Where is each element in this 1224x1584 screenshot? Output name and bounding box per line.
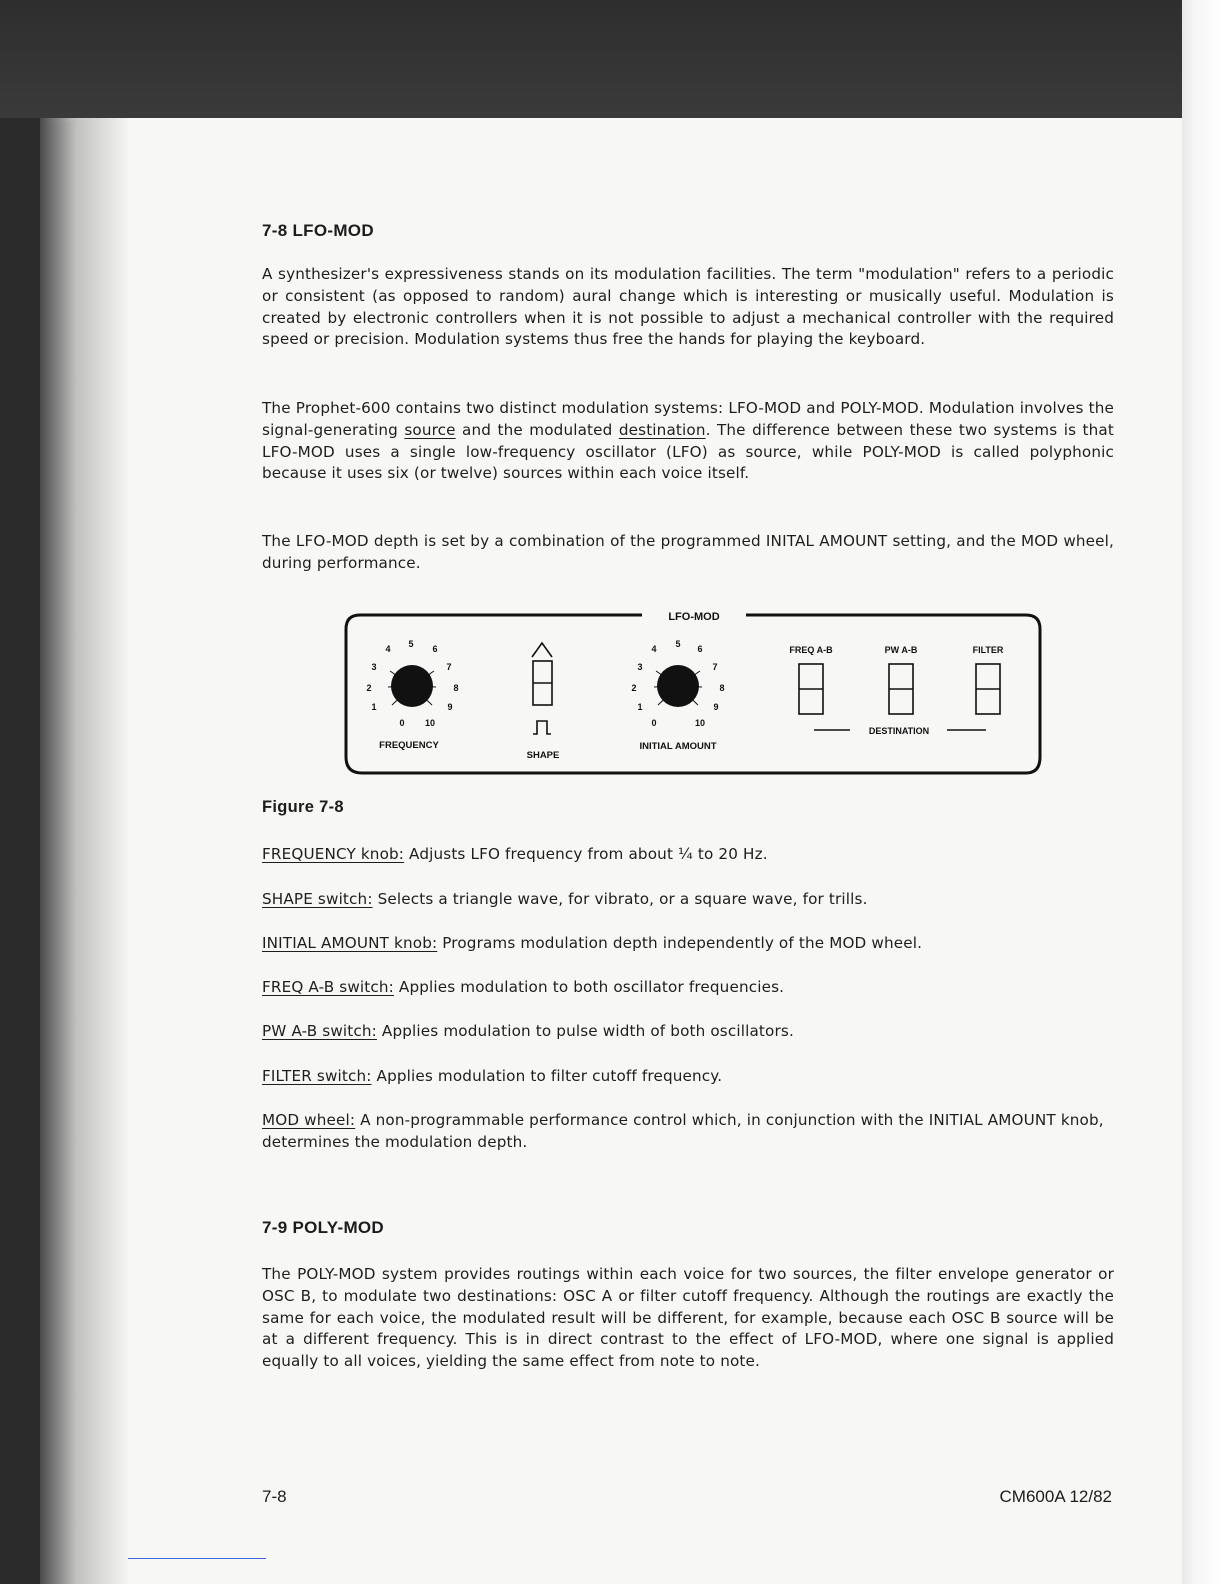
freq-dial-7: 7: [446, 662, 452, 672]
square-wave-icon: [533, 721, 551, 734]
definition-frequency-knob: FREQUENCY knob: Adjusts LFO frequency from about ¼ to 20 Hz.: [262, 845, 768, 863]
destination-label: DESTINATION: [868, 726, 930, 736]
freq-dial-1: 1: [371, 702, 377, 712]
definition-shape-switch: SHAPE switch: Selects a triangle wave, for vibrato, or a square wave, for trills.: [262, 890, 868, 908]
scan-edge-top: [0, 0, 1224, 118]
para2-text-3: . The difference between these two systems is that LFO-MOD uses a single low-frequency oscillator (LFO) as source, while POLY-MOD is called polyphonic because it uses six (or twelve) sources within each voice itself.: [262, 420, 1114, 483]
scan-edge-right: [1182, 0, 1224, 1584]
initial-amount-label: INITIAL AMOUNT: [639, 741, 717, 752]
freq-dial-3: 3: [371, 662, 377, 672]
freq-dial-0: 0: [399, 718, 405, 728]
amt-dial-7: 7: [712, 662, 718, 672]
paragraph-modulation-systems: [262, 398, 1114, 485]
source-term: source: [404, 420, 456, 439]
term-shape-switch: SHAPE switch:: [262, 890, 373, 908]
shape-switch: [527, 643, 560, 761]
definition-mod-wheel: MOD wheel: A non-programmable performance control which, in conjunction with the INITIAL AMOUNT knob, determines the modulation depth.: [262, 1111, 1104, 1151]
pw-ab-label: PW A-B: [884, 645, 918, 655]
freq-dial-9: 9: [447, 702, 453, 712]
paragraph-lfo-depth: The LFO-MOD depth is set by a combination of the programmed INITAL AMOUNT setting, and the MOD wheel, during performance.: [262, 532, 1114, 572]
amt-dial-1: 1: [637, 702, 643, 712]
filter-label: FILTER: [972, 645, 1004, 655]
frequency-label: FREQUENCY: [379, 740, 439, 751]
amt-dial-2: 2: [631, 683, 637, 693]
freq-dial-2: 2: [366, 683, 372, 693]
amt-dial-10: 10: [694, 718, 706, 728]
freq-dial-4: 4: [385, 644, 391, 654]
amt-dial-3: 3: [637, 662, 643, 672]
term-filter-switch: FILTER switch:: [262, 1067, 372, 1085]
para2-text-1: The Prophet-600 contains two distinct modulation systems: LFO-MOD and POLY-MOD. Modulation involves the signal-generating: [262, 399, 1114, 439]
page-number: 7-8: [262, 1487, 287, 1506]
term-mod-wheel: MOD wheel:: [262, 1111, 356, 1129]
scan-artifact-line: [128, 1558, 266, 1559]
page-binding-shadow: [40, 118, 130, 1584]
section-heading-lfo-mod: 7-8 LFO-MOD: [262, 221, 374, 240]
term-pw-ab-switch: PW A-B switch:: [262, 1022, 377, 1040]
amt-dial-6: 6: [697, 644, 703, 654]
term-freq-ab-switch: FREQ A-B switch:: [262, 978, 394, 996]
amt-dial-4: 4: [651, 644, 657, 654]
term-frequency-knob: FREQUENCY knob:: [262, 845, 405, 863]
definition-pw-ab-switch: PW A-B switch: Applies modulation to pulse width of both oscillators.: [262, 1022, 794, 1040]
section-heading-poly-mod: 7-9 POLY-MOD: [262, 1218, 385, 1237]
amt-dial-8: 8: [719, 683, 725, 693]
paragraph-poly-mod: The POLY-MOD system provides routings within each voice for two sources, the filter envelope generator or OSC B, to modulate two destinations: OSC A or filter cutoff frequency. Although the routings are exactly the same for each voice, the modulated result will be different, for example, because each OSC B source will be at a different frequency. This is in direct contrast to the effect of LFO-MOD, where one signal is applied equally to all voices, yielding the same effect from note to note.: [262, 1265, 1114, 1371]
destination-term: destination: [618, 420, 706, 439]
initial-amount-knob: [631, 639, 724, 752]
freq-dial-6: 6: [432, 644, 438, 654]
panel-title: LFO-MOD: [668, 611, 720, 623]
amt-dial-9: 9: [713, 702, 719, 712]
definition-initial-amount-knob: INITIAL AMOUNT knob: Programs modulation depth independently of the MOD wheel.: [262, 934, 923, 952]
document-code: CM600A 12/82: [999, 1487, 1112, 1506]
triangle-wave-icon: [532, 643, 552, 657]
figure-caption: Figure 7-8: [262, 798, 344, 816]
definition-freq-ab-switch: FREQ A-B switch: Applies modulation to both oscillator frequencies.: [262, 978, 785, 996]
term-initial-amount-knob: INITIAL AMOUNT knob:: [262, 934, 438, 952]
freq-dial-10: 10: [424, 718, 436, 728]
freq-ab-label: FREQ A-B: [789, 645, 833, 655]
amt-dial-5: 5: [675, 639, 681, 649]
freq-dial-8: 8: [453, 683, 459, 693]
para2-text-2: and the modulated: [455, 420, 619, 439]
scan-edge-left: [0, 0, 40, 1584]
freq-dial-5: 5: [408, 639, 414, 649]
paragraph-modulation-intro: A synthesizer's expressiveness stands on its modulation facilities. The term "modulation" refers to a periodic or consistent (as opposed to random) aural change which is interesting or musically useful. Modulation is created by electronic controllers when it is not possible to adjust a mechanical controller with the required speed or precision. Modulation systems thus free the hands for playing the keyboard.: [262, 265, 1114, 349]
frequency-knob: [366, 639, 458, 751]
destination-switches: [789, 645, 1004, 736]
lfo-mod-panel-diagram: [342, 605, 1042, 777]
definition-filter-switch: FILTER switch: Applies modulation to filter cutoff frequency.: [262, 1067, 723, 1085]
amt-dial-0: 0: [651, 718, 657, 728]
shape-label: SHAPE: [526, 750, 560, 761]
